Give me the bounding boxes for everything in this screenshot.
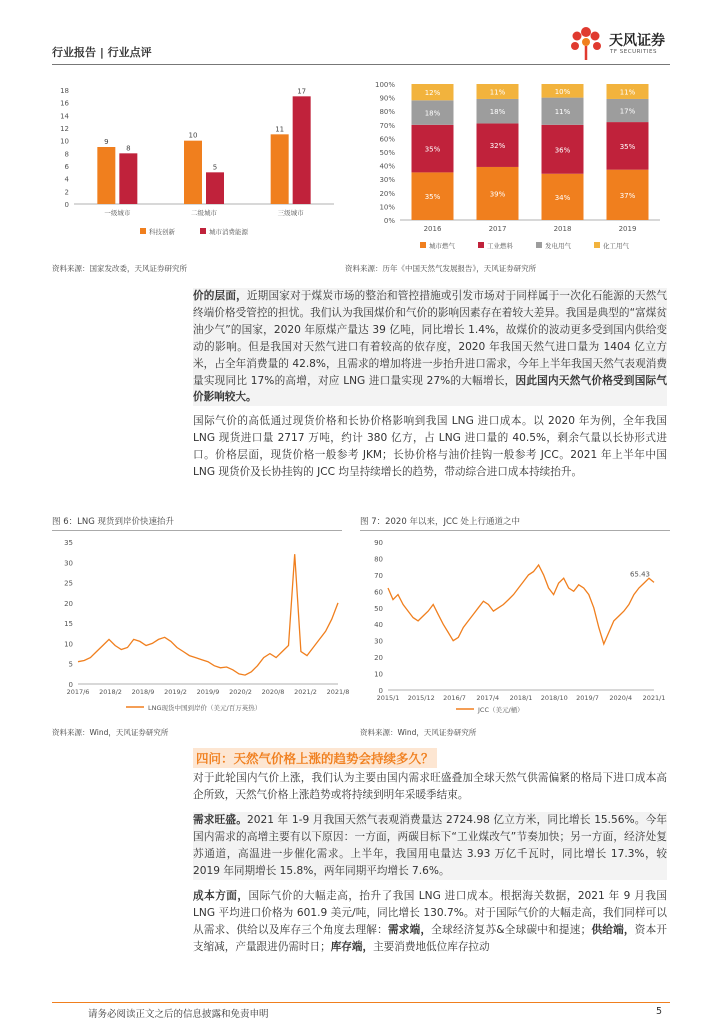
paragraph-lead: 成本方面， — [193, 890, 249, 902]
y-tick-label: 20% — [379, 189, 395, 198]
x-tick-label: 2015/12 — [407, 694, 435, 702]
x-tick-label: 2021/1 — [642, 694, 666, 702]
y-tick-label: 0 — [378, 687, 383, 695]
footer-rule — [52, 1002, 670, 1003]
x-tick-label: 三级城市 — [277, 209, 304, 217]
bar — [293, 96, 311, 204]
x-tick-label: 一级城市 — [104, 209, 131, 217]
y-tick-label: 16 — [60, 99, 69, 108]
x-tick-label: 2017 — [488, 225, 507, 233]
y-tick-label: 50 — [374, 604, 383, 613]
y-tick-label: 25 — [64, 579, 73, 588]
x-tick-label: 2016/7 — [443, 694, 466, 702]
x-tick-label: 二级城市 — [191, 209, 217, 217]
y-tick-label: 4 — [64, 175, 69, 184]
figure7-caption: 图 7：2020 年以来，JCC 处上行通道之中 — [360, 517, 521, 527]
data-label: 39% — [489, 190, 506, 199]
y-tick-label: 0 — [64, 201, 69, 209]
header-rule — [52, 64, 670, 65]
y-tick-label: 15 — [64, 620, 73, 629]
y-tick-label: 80 — [374, 555, 383, 564]
y-tick-label: 10 — [374, 670, 383, 679]
y-tick-label: 12 — [60, 125, 69, 133]
paragraph-body: 全球经济复苏&全球碳中和提速； — [431, 923, 592, 936]
y-tick-label: 90% — [379, 94, 395, 103]
x-tick-label: 2016 — [423, 225, 442, 233]
y-tick-label: 8 — [64, 150, 69, 159]
paragraph-conclusion: 因此国内天然气价格受到国际气价影响较大。 — [193, 374, 667, 404]
paragraph-cost — [193, 888, 667, 956]
data-label: 18% — [424, 109, 441, 118]
y-tick-label: 10 — [60, 137, 69, 146]
x-tick-label: 2018/1 — [509, 694, 533, 702]
paragraph-import-cost: 国际气价的高低通过现货价格和长协价格影响到我国 LNG 进口成本。以 2020 年为例，全年我国 LNG 现货进口量 2717 万吨，约计 380 亿方，占 LNG 进口量的 40.5%，剩余气量以长协形式进口。价格层面，现货价格一般参考 JKM；长协价格与油价挂钩一般参考 JCC。2021 年上半年中国 LNG 现货价及长协挂钩的 JCC 均呈持续增长的趋势，带动综合进口成本持续抬升。 — [193, 415, 667, 478]
bar — [184, 141, 202, 204]
data-label: 10 — [188, 131, 198, 140]
y-tick-label: 40% — [379, 162, 395, 171]
y-tick-label: 30 — [374, 637, 383, 646]
chart2-source: 资料来源：历年《中国天然气发展报告》，天风证券研究所 — [345, 264, 537, 273]
legend-swatch — [478, 242, 484, 248]
paragraph-lead: 价的层面， — [193, 290, 247, 302]
data-label: 35% — [424, 193, 441, 202]
legend-label: 科技创新 — [149, 228, 175, 236]
chart-jcc — [360, 534, 670, 716]
paragraph-bold: 供给端， — [591, 923, 635, 936]
x-tick-label: 2020/2 — [229, 688, 252, 696]
data-label: 37% — [619, 191, 636, 200]
chart3-source: 资料来源：Wind，天风证券研究所 — [52, 728, 169, 737]
y-tick-label: 40 — [374, 621, 383, 630]
x-tick-label: 2021/8 — [326, 688, 350, 696]
y-tick-label: 60 — [374, 588, 383, 597]
data-label: 32% — [489, 142, 506, 151]
page-number: 5 — [656, 1006, 663, 1017]
x-tick-label: 2018/9 — [131, 688, 155, 696]
data-label: 12% — [424, 89, 441, 98]
report-type: 行业报告 | 行业点评 — [52, 46, 152, 59]
x-tick-label: 2020/8 — [261, 688, 285, 696]
figure7-rule — [360, 530, 670, 531]
y-tick-label: 2 — [64, 188, 69, 197]
data-label: 35% — [619, 142, 636, 151]
x-tick-label: 2017/6 — [66, 688, 90, 696]
x-tick-label: 2019/7 — [576, 694, 599, 702]
figure6-rule — [52, 530, 342, 531]
data-label: 11% — [489, 88, 506, 97]
chart4-source: 资料来源：Wind，天风证券研究所 — [360, 728, 477, 737]
chart-gas-structure — [360, 78, 670, 256]
legend-label: 城市消费能源 — [209, 228, 248, 236]
y-tick-label: 14 — [60, 112, 69, 121]
bar — [271, 134, 289, 204]
data-label: 17% — [619, 107, 636, 116]
legend-label: LNG现货中国到岸价（美元/百万英热） — [148, 704, 262, 712]
data-label: 11% — [554, 108, 571, 117]
paragraph-body: 近期国家对于煤炭市场的整治和管控措施或引发市场对于同样属于一次化石能源的天然气终端价格受管控的担忧。我们认为我国煤价和气价的影响因素存在着较大差异。我国是典型的“富煤贫油少气”的国家，2020 年原煤产量达 39 亿吨，同比增长 1.4%，故煤价的波动更多受到国内供给变动的影响。但是我国对天然气进口有着较高的依存度，2020 年我国天然气进口量为 1404 亿立方米，占全年消费量的 42.8%，且需求的增加将进一步抬升进口需求，今年上半年我国天然气表观消费量实现同比 17%的高增，对应 LNG 进口量实现 27%的大幅增长， — [193, 290, 668, 387]
data-label: 11 — [275, 125, 285, 134]
y-tick-label: 30 — [64, 559, 73, 568]
data-label: 35% — [424, 145, 441, 154]
paragraph-body: 资本开支缩减，产量跟进仍需时日； — [193, 923, 668, 953]
y-tick-label: 30% — [379, 176, 395, 185]
y-tick-label: 70% — [379, 121, 395, 130]
paragraph-lead: 需求旺盛。 — [193, 814, 248, 826]
paragraph-bold: 库存端， — [330, 940, 374, 953]
legend-swatch — [594, 242, 600, 248]
legend-swatch — [140, 228, 146, 234]
legend-swatch — [536, 242, 542, 248]
legend-label: 城市燃气 — [429, 242, 455, 250]
x-tick-label: 2019/2 — [164, 688, 187, 696]
series-line — [388, 565, 654, 644]
legend-label: 化工用气 — [603, 242, 629, 250]
data-label: 9 — [104, 138, 109, 146]
y-tick-label: 50% — [379, 149, 395, 157]
data-label: 17 — [297, 87, 307, 96]
data-label: 36% — [554, 146, 571, 155]
x-tick-label: 2019/9 — [196, 688, 220, 696]
data-label: 11% — [619, 88, 636, 97]
paragraph-price — [193, 288, 667, 406]
y-tick-label: 6 — [64, 163, 69, 171]
chart-lng-spot — [52, 534, 350, 716]
x-tick-label: 2019 — [618, 225, 637, 233]
data-label: 34% — [554, 193, 571, 202]
tf-logo-icon — [566, 22, 606, 62]
x-tick-label: 2018/2 — [99, 688, 122, 696]
data-label: 10% — [554, 87, 571, 96]
series-line — [78, 554, 338, 675]
data-label: 18% — [489, 108, 506, 117]
x-tick-label: 2018/10 — [540, 694, 568, 702]
paragraph-bold: 需求端， — [387, 923, 432, 936]
paragraph-body: 国际气价的大幅走高，抬升了我国 LNG 进口成本。根据海关数据，2021 年 9 月我国 LNG 平均进口价格为 601.9 美元/吨，同比增长 130.7%。对于国际气价的大幅走高，我们同样可以从需求、供给以及库存三个角度去理解： — [193, 890, 668, 936]
y-tick-label: 100% — [374, 81, 395, 89]
y-tick-label: 60% — [379, 135, 395, 144]
data-label: 8 — [126, 144, 131, 153]
legend-label: JCC（美元/桶） — [478, 706, 524, 714]
paragraph-outlook: 对于此轮国内气价上涨，我们认为主要由国内需求旺盛叠加全球天然气供需偏紧的格局下进口成本高企所致，天然气价格上涨趋势或将持续到明年采暖季结束。 — [193, 772, 667, 801]
legend-swatch — [420, 242, 426, 248]
legend-swatch — [200, 228, 206, 234]
y-tick-label: 10 — [64, 640, 73, 649]
paragraph-body: 2021 年 1-9 月我国天然气表观消费量达 2724.98 亿立方米，同比增长 15.56%。今年国内需求的高增主要有以下原因：一方面，两碳目标下“工业煤改气”节奏加快；另一方面，经济处复苏通道，高温进一步催化需求。上半年，我国用电量达 3.93 万亿千瓦时，同比增长 17.3%，较 2019 年同期增长 15.8%，两年同期平均增长 7.6%。 — [193, 814, 667, 877]
chart1-source: 资料来源：国家发改委，天风证券研究所 — [52, 264, 187, 273]
bar — [119, 153, 137, 204]
y-tick-label: 18 — [60, 87, 69, 95]
y-tick-label: 70 — [374, 571, 383, 580]
logo-subtext: TF SECURITIES — [610, 49, 657, 55]
data-label: 65.43 — [629, 570, 651, 579]
y-tick-label: 20 — [374, 654, 383, 663]
x-tick-label: 2018 — [553, 225, 572, 233]
y-tick-label: 5 — [68, 660, 73, 669]
x-tick-label: 2020/4 — [609, 694, 633, 702]
paragraph-demand — [193, 812, 667, 880]
y-tick-label: 10% — [379, 203, 395, 212]
x-tick-label: 2015/1 — [376, 694, 400, 702]
legend-label: 工业燃料 — [487, 242, 513, 250]
chart-city-bars — [52, 82, 342, 252]
figure6-caption: 图 6：LNG 现货到岸价快速抬升 — [52, 517, 174, 527]
bar — [206, 172, 224, 204]
y-tick-label: 90 — [374, 539, 383, 547]
logo-text: 天风证券 — [609, 33, 665, 49]
footer-disclaimer: 请务必阅读正文之后的信息披露和免责申明 — [88, 1009, 269, 1020]
y-tick-label: 35 — [64, 539, 73, 547]
y-tick-label: 80% — [379, 108, 395, 117]
paragraph-body: 主要消费地低位库存拉动 — [373, 940, 490, 953]
y-tick-label: 0% — [383, 217, 395, 225]
legend-label: 发电用气 — [545, 242, 571, 250]
data-label: 5 — [212, 163, 218, 172]
y-tick-label: 0 — [68, 681, 73, 689]
y-tick-label: 20 — [64, 599, 73, 608]
x-tick-label: 2017/4 — [476, 694, 500, 702]
x-tick-label: 2021/2 — [294, 688, 317, 696]
bar — [97, 147, 115, 204]
section-title: 四问：天然气价格上涨的趋势会持续多久？ — [193, 748, 437, 768]
